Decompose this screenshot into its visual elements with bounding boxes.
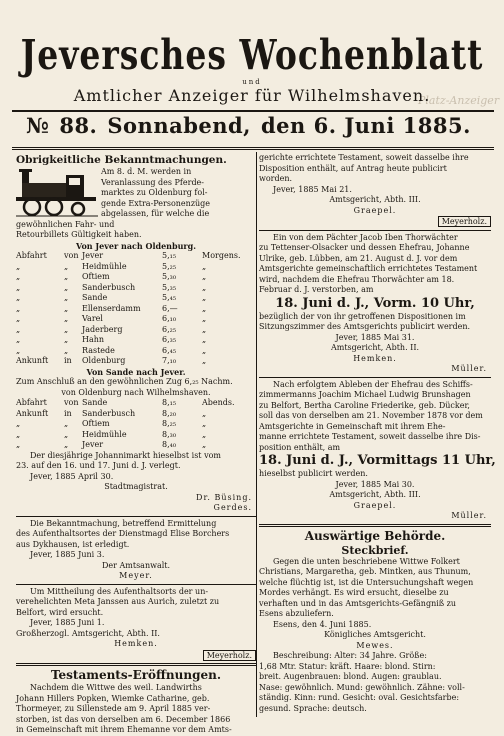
issue-number: 88.: [59, 113, 98, 138]
timetable-cell: „: [202, 429, 207, 439]
divider: [259, 377, 491, 378]
date-highlight: 18. Juni d. J., Vormittags 11 Uhr,: [259, 453, 496, 468]
timetable-row: [16, 356, 256, 367]
timetable-cell: 8,₁₅: [162, 398, 177, 407]
timetable-route2: [16, 398, 256, 451]
text-line: wird, nachdem die Ehefrau Thorwächter am 18.: [259, 274, 455, 284]
text-line: des Aufenthaltsortes der Dienstmagd Elise Borchers: [16, 529, 230, 538]
text-line: 1,68 Mtr. Statur: kräft. Haare: blond. Stirn:: [259, 661, 436, 671]
text-line: Disposition enthält, auf Antrag heute publicirt: [259, 163, 447, 173]
masthead-title: Jeversches Wochenblatt: [20, 30, 484, 79]
intro-line: Veranlassung des Pferde-: [101, 177, 204, 187]
timetable-cell: „: [202, 314, 207, 323]
text-line: Der diesjährige Johannimarkt hieselbst ist vom: [30, 450, 221, 460]
timetable-cell: „: [16, 272, 21, 281]
timetable-cell: „: [202, 261, 207, 271]
subheading-warrant: Steckbrief.: [341, 543, 409, 557]
text-line: position enthält, am: [259, 442, 341, 452]
route-heading: Von Jever nach Oldenburg.: [75, 240, 196, 251]
timetable-row: [16, 430, 256, 441]
intro-line: gewöhnlichen Fahr- und: [16, 219, 115, 229]
text-line: breit. Augenbrauen: blond. Augen: graublau.: [259, 672, 442, 681]
timetable-cell: Oftiem: [82, 419, 110, 428]
text-line: Ulrike, geb. Lübben, am 21. August d. J. vor dem: [259, 253, 458, 263]
divider: [16, 516, 256, 517]
text-line: bezüglich der von ihr getroffenen Dispositionen im: [259, 311, 466, 321]
text-line: zu Tettenser-Olsacker und dessen Ehefrau, Johanne: [259, 243, 470, 252]
intro-line: marktes zu Oldenburg fol-: [101, 188, 208, 197]
text-line: Nachdem die Wittwe des weil. Landwirths: [30, 683, 202, 692]
timetable-cell: 6,₂₅: [162, 324, 177, 334]
timetable-cell: in: [64, 408, 72, 418]
timetable-cell: „: [202, 324, 207, 334]
timetable-cell: Heidmühle: [82, 429, 127, 439]
timetable-cell: 6,—: [162, 303, 178, 313]
date-highlight: 18. Juni d. J., Vorm. 10 Uhr,: [275, 295, 475, 311]
text-line: Zum Anschluß an den gewöhnlichen Zug 6,₂₅ Nachm.: [16, 377, 233, 386]
timetable-cell: „: [16, 261, 21, 271]
timetable-cell: „: [64, 335, 69, 344]
text-line: Thormeyer, zu Sillenstede am 9. April 1885 ver-: [16, 704, 211, 713]
timetable-cell: „: [16, 335, 21, 344]
signature: Graepel.: [353, 500, 397, 510]
timetable-cell: Jever: [82, 440, 104, 449]
number-sign: №: [26, 113, 50, 138]
signature-box: Meyerholz.: [438, 216, 491, 227]
timetable-cell: 5,₃₀: [162, 272, 177, 281]
timetable-cell: 6,₁₀: [162, 314, 177, 323]
text-line: Johann Hillers Popken, Wiemke Catharine, geb.: [16, 693, 210, 703]
timetable-cell: Abfahrt: [16, 251, 47, 260]
authority: Königliches Amtsgericht.: [324, 630, 426, 639]
signature-secondary: Müller.: [451, 511, 487, 520]
text-line: Christians, Margaretha, geb. Mintken, aus Thunum,: [259, 567, 471, 576]
timetable-cell: Sanderbusch: [82, 282, 136, 292]
double-divider: [259, 524, 491, 527]
timetable-cell: „: [64, 282, 69, 292]
timetable-row: [16, 419, 256, 430]
timetable-cell: Heidmühle: [82, 261, 127, 271]
faint-watermark: Platz-Anzeiger: [418, 94, 500, 107]
timetable-cell: Ankunft: [16, 356, 49, 365]
place-date: Jever, 1885 Juni 1.: [30, 618, 105, 627]
timetable-cell: „: [202, 335, 207, 344]
section-heading-external: Auswärtige Behörde.: [304, 528, 446, 543]
text-line: Esens abzuliefern.: [259, 609, 334, 618]
intro-line: Am 8. d. M. werden in: [101, 167, 192, 176]
text-line: manne errichtete Testament, soweit dasselbe ihre Dis-: [259, 432, 481, 441]
timetable-row: [16, 262, 256, 273]
timetable-cell: „: [202, 440, 207, 449]
intro-line: Retourbillets Gültigkeit haben.: [16, 230, 142, 239]
text-line: verhaften und in das Amtsgerichts-Gefängniß zu: [259, 598, 457, 608]
text-line: Februar d. J. verstorben, am: [259, 285, 374, 294]
timetable-cell: „: [202, 293, 207, 302]
timetable-cell: 8,₃₀: [162, 429, 177, 439]
timetable-cell: 8,₂₅: [162, 419, 177, 428]
route-heading: Von Sande nach Jever.: [86, 366, 186, 377]
timetable-cell: 7,₁₀: [162, 356, 177, 365]
timetable-cell: „: [202, 356, 207, 365]
timetable-cell: „: [64, 272, 69, 281]
timetable-cell: Jaderberg: [82, 324, 123, 334]
signature: Hemken.: [114, 639, 158, 648]
place-date: Esens, den 4. Juni 1885.: [273, 619, 372, 629]
timetable-cell: Sande: [82, 398, 108, 407]
masthead-rule-top: [12, 110, 494, 112]
timetable-cell: 5,₃₅: [162, 282, 177, 292]
text-line: Beschreibung: Alter: 34 Jahre. Größe:: [273, 651, 427, 660]
signature: Hemken.: [353, 353, 397, 363]
timetable-cell: „: [202, 419, 207, 428]
authority: Amtsgericht, Abth. III.: [329, 195, 421, 204]
timetable-cell: 5,₄₅: [162, 293, 177, 302]
signature-box: Meyerholz.: [203, 650, 256, 661]
signature-secondary: Gerdes.: [213, 503, 252, 512]
timetable-cell: „: [64, 314, 69, 323]
masthead-connector: und: [242, 78, 262, 86]
timetable-cell: „: [202, 272, 207, 281]
text-line: gerichte errichtete Testament, soweit dasselbe ihre: [259, 153, 469, 162]
issue-line: [26, 113, 486, 138]
timetable-cell: 5,₁₅: [162, 251, 177, 260]
authority: Großherzogl. Amtsgericht, Abth. II.: [16, 628, 160, 638]
text-line: Sitzungszimmer des Amtsgerichts publicirt werden.: [259, 322, 471, 331]
timetable-row: [16, 440, 256, 451]
timetable-cell: Sande: [82, 293, 108, 302]
text-line: Amtsgerichte gemeinschaftlich errichtetes Testament: [259, 264, 478, 273]
place-date: Jever, 1885 Mai 30.: [335, 479, 415, 489]
timetable-cell: Morgens.: [202, 251, 241, 260]
timetable-row: [16, 314, 256, 325]
timetable-route1: [16, 251, 256, 367]
intro-line: abgelassen, für welche die: [101, 209, 210, 218]
timetable-cell: 6,₃₅: [162, 335, 177, 344]
text-line: von Oldenburg nach Wilhelmshaven.: [61, 387, 211, 397]
timetable-cell: Oftiem: [82, 272, 110, 281]
timetable-cell: „: [16, 419, 21, 428]
text-line: zu Belfort, Bertha Caroline Friederike, geb. Dücker,: [259, 400, 470, 410]
timetable-cell: Ellenserdamm: [82, 303, 141, 313]
authority: Amtsgericht, Abth. II.: [330, 343, 420, 352]
timetable-cell: Varel: [82, 314, 103, 323]
text-line: hieselbst publicirt werden.: [259, 469, 368, 478]
timetable-cell: „: [16, 303, 21, 313]
text-line: zimmermanns Joachim Michael Ludwig Brunshagen: [259, 390, 471, 399]
text-line: Nase: gewöhnlich. Mund: gewöhnlich. Zähne: voll-: [259, 682, 465, 692]
locomotive-icon: [16, 167, 98, 217]
timetable-cell: „: [64, 440, 69, 449]
text-line: in Gemeinschaft mit ihrem Ehemanne vor dem Amts-: [16, 725, 232, 734]
timetable-row: [16, 335, 256, 346]
right-column: [259, 153, 496, 714]
timetable-cell: „: [64, 429, 69, 439]
column-divider: [256, 152, 257, 717]
timetable-cell: „: [202, 408, 207, 418]
timetable-cell: 8,₂₀: [162, 408, 177, 418]
text-line: 23. auf den 16. und 17. Juni d. J. verlegt.: [16, 461, 181, 470]
section-heading-official: Obrigkeitliche Bekanntmachungen.: [16, 154, 227, 166]
timetable-row: [16, 251, 256, 262]
masthead-subtitle: Amtlicher Anzeiger für Wilhelmshaven.: [73, 86, 431, 105]
text-line: Ein von dem Pächter Jacob Iben Thorwächter: [273, 232, 458, 242]
text-line: verehelichten Meta Janssen aus Aurich, zuletzt zu: [16, 597, 220, 606]
timetable-cell: „: [64, 303, 69, 313]
timetable-cell: „: [16, 282, 21, 292]
text-line: Nach erfolgtem Ableben der Ehefrau des Schiffs-: [273, 379, 473, 389]
text-line: Belfort, wird ersucht.: [16, 607, 104, 617]
divider: [259, 230, 491, 231]
text-line: aus Dykhausen, ist erledigt.: [16, 539, 130, 549]
timetable-row: [16, 272, 256, 283]
timetable-cell: „: [202, 303, 207, 313]
place-date: Jever, 1885 Mai 31.: [335, 332, 415, 342]
timetable-cell: „: [16, 293, 21, 302]
left-column: [16, 153, 256, 736]
authority: Amtsgericht, Abth. III.: [329, 490, 421, 499]
place-date: Jever, 1885 Juni 3.: [30, 550, 105, 559]
timetable-cell: „: [64, 293, 69, 302]
masthead-rule-bottom: [12, 147, 494, 150]
timetable-cell: „: [16, 440, 21, 449]
issue-weekday: Sonnabend,: [107, 113, 251, 138]
text-line: ständig. Kinn: rund. Gesicht: oval. Gesichtsfarbe:: [259, 693, 460, 702]
timetable-cell: Rastede: [82, 345, 115, 355]
timetable-cell: „: [202, 282, 207, 292]
authority: Der Amtsanwalt.: [101, 560, 171, 570]
timetable-cell: „: [16, 429, 21, 439]
timetable-cell: „: [64, 419, 69, 428]
intro-line: gende Extra-Personenzüge: [101, 198, 211, 208]
text-line: Amtsgerichte in Gemeinschaft mit ihrem Ehe-: [259, 421, 446, 431]
timetable-row: [16, 293, 256, 304]
divider: [16, 584, 256, 585]
authority: Stadtmagistrat.: [104, 482, 168, 491]
signature: Graepel.: [353, 205, 397, 215]
text-line: worden.: [259, 174, 293, 183]
timetable-row: [16, 325, 256, 336]
timetable-cell: „: [16, 314, 21, 323]
timetable-cell: „: [16, 345, 21, 355]
timetable-cell: Ankunft: [16, 408, 49, 418]
timetable-cell: in: [64, 356, 72, 365]
signature: Mewes.: [356, 640, 394, 650]
timetable-row: [16, 346, 256, 357]
section-heading-testaments: Testaments-Eröffnungen.: [50, 668, 222, 682]
signature: Meyer.: [119, 571, 153, 580]
timetable-cell: „: [16, 324, 21, 334]
timetable-cell: Abends.: [202, 398, 235, 407]
timetable-cell: von: [64, 398, 79, 407]
text-line: Mordes verhängt. Es wird ersucht, dieselbe zu: [259, 588, 449, 597]
timetable-cell: 6,₄₅: [162, 345, 177, 355]
timetable-cell: von: [64, 251, 79, 260]
timetable-cell: Sanderbusch: [82, 408, 136, 418]
timetable-row: [16, 283, 256, 294]
text-line: Gegen die unten beschriebene Wittwe Folkert: [273, 556, 460, 566]
signature-secondary: Müller.: [451, 364, 487, 373]
timetable-cell: Jever: [82, 251, 104, 260]
issue-date: den 6. Juni 1885.: [261, 113, 471, 138]
text-line: storben, ist das von derselben am 6. December 1866: [16, 714, 231, 724]
timetable-cell: Hahn: [82, 335, 105, 344]
timetable-row: [16, 409, 256, 420]
text-line: soll das von derselben am 21. November 1878 vor dem: [259, 411, 483, 420]
text-line: welche flüchtig ist, ist die Untersuchungshaft wegen: [259, 577, 474, 587]
timetable-row: [16, 304, 256, 315]
timetable-row: [16, 398, 256, 409]
text-line: gesund. Sprache: deutsch.: [259, 703, 367, 713]
timetable-cell: 8,₄₀: [162, 440, 177, 449]
timetable-cell: Abfahrt: [16, 398, 47, 407]
timetable-cell: „: [64, 345, 69, 355]
timetable-cell: „: [64, 324, 69, 334]
signature: Dr. Büsing.: [196, 492, 252, 502]
text-line: Um Mittheilung des Aufenthaltsorts der un-: [30, 586, 209, 596]
timetable-cell: Oldenburg: [82, 356, 126, 365]
place-date: Jever, 1885 April 30.: [30, 471, 114, 481]
timetable-cell: „: [202, 345, 207, 355]
text-line: Die Bekanntmachung, betreffend Ermittelung: [30, 518, 217, 528]
timetable-cell: „: [64, 261, 69, 271]
double-divider: [16, 663, 256, 666]
place-date: Jever, 1885 Mai 21.: [273, 184, 352, 194]
timetable-cell: 5,₂₅: [162, 261, 177, 271]
